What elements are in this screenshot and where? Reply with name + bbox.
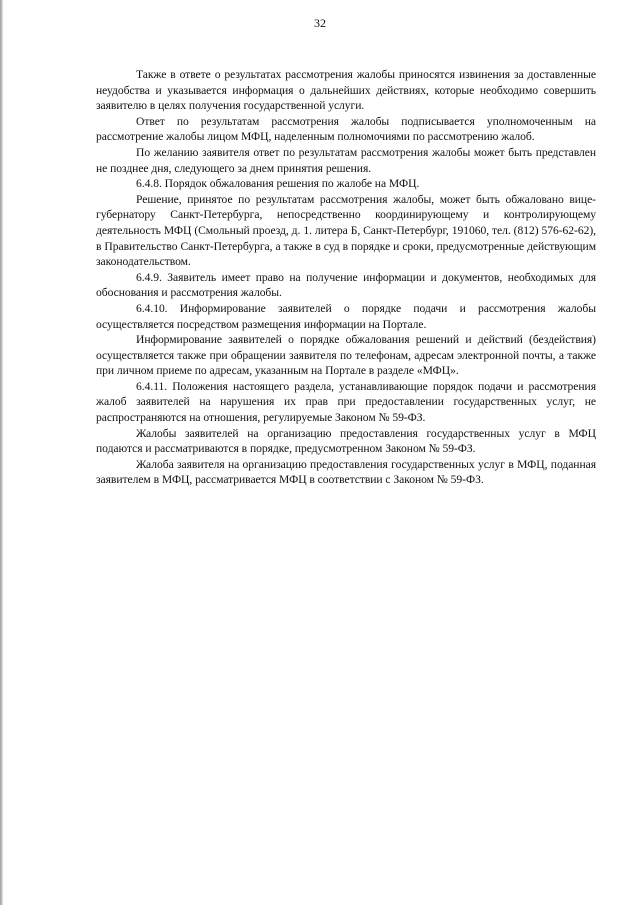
paragraph-appeal-decision: Решение, принятое по результатам рассмотрения жалобы, может быть обжаловано вице-губернатору Санкт-Петербурга, непосредственно координирующему и контролирующему деятельность МФЦ (Смольный проезд, д. 1. литера Б, Санкт-Петербург, 191060, тел. (812) 576-62-62), в Правительство Санкт-Петербурга, а также в суд в порядке и сроки, предусмотренные действующим законодательством. [96, 192, 596, 269]
paragraph-complaint-review: Жалоба заявителя на организацию предоставления государственных услуг в МФЦ, поданная заявителем в МФЦ, рассматривается МФЦ в соответствии с Законом № 59-ФЗ. [96, 457, 596, 487]
paragraph-complaints-mfc: Жалобы заявителей на организацию предоставления государственных услуг в МФЦ подаются и рассматриваются в порядке, предусмотренном Законом № 59-ФЗ. [96, 426, 596, 456]
scan-edge-shadow [0, 0, 3, 905]
paragraph-informing-methods: Информирование заявителей о порядке обжалования решений и действий (бездействия) осуществляется также при обращении заявителя по телефонам, адресам электронной почты, а также при личном приеме по адресам, указанным на Портале в разделе «МФЦ». [96, 333, 596, 378]
page-number: 32 [314, 16, 326, 30]
paragraph-answer-deadline: По желанию заявителя ответ по результатам рассмотрения жалобы может быть представлен не позднее дня, следующего за днем принятия решения. [96, 145, 596, 175]
document-body [96, 67, 596, 488]
paragraph-section-6-4-8: 6.4.8. Порядок обжалования решения по жалобе на МФЦ. [136, 177, 420, 191]
paragraph-section-6-4-11: 6.4.11. Положения настоящего раздела, устанавливающие порядок подачи и рассмотрения жалоб заявителей на нарушения их прав при предоставлении государственных услуг, не распространяются на отношения, регулируемые Законом № 59-ФЗ. [96, 379, 596, 425]
paragraph-section-6-4-9: 6.4.9. Заявитель имеет право на получение информации и документов, необходимых для обоснования и рассмотрения жалобы. [96, 270, 596, 300]
paragraph-section-6-4-10: 6.4.10. Информирование заявителей о порядке подачи и рассмотрения жалобы осуществляется посредством размещения информации на Портале. [96, 301, 596, 331]
paragraph-apology-info: Также в ответе о результатах рассмотрения жалобы приносятся извинения за доставленные неудобства и указывается информация о дальнейших действиях, которые необходимо совершить заявителю в целях получения государственной услуги. [96, 68, 596, 113]
paragraph-answer-signature: Ответ по результатам рассмотрения жалобы подписывается уполномоченным на рассмотрение жалобы лицом МФЦ, наделенным полномочиями по рассмотрению жалоб. [96, 114, 596, 144]
